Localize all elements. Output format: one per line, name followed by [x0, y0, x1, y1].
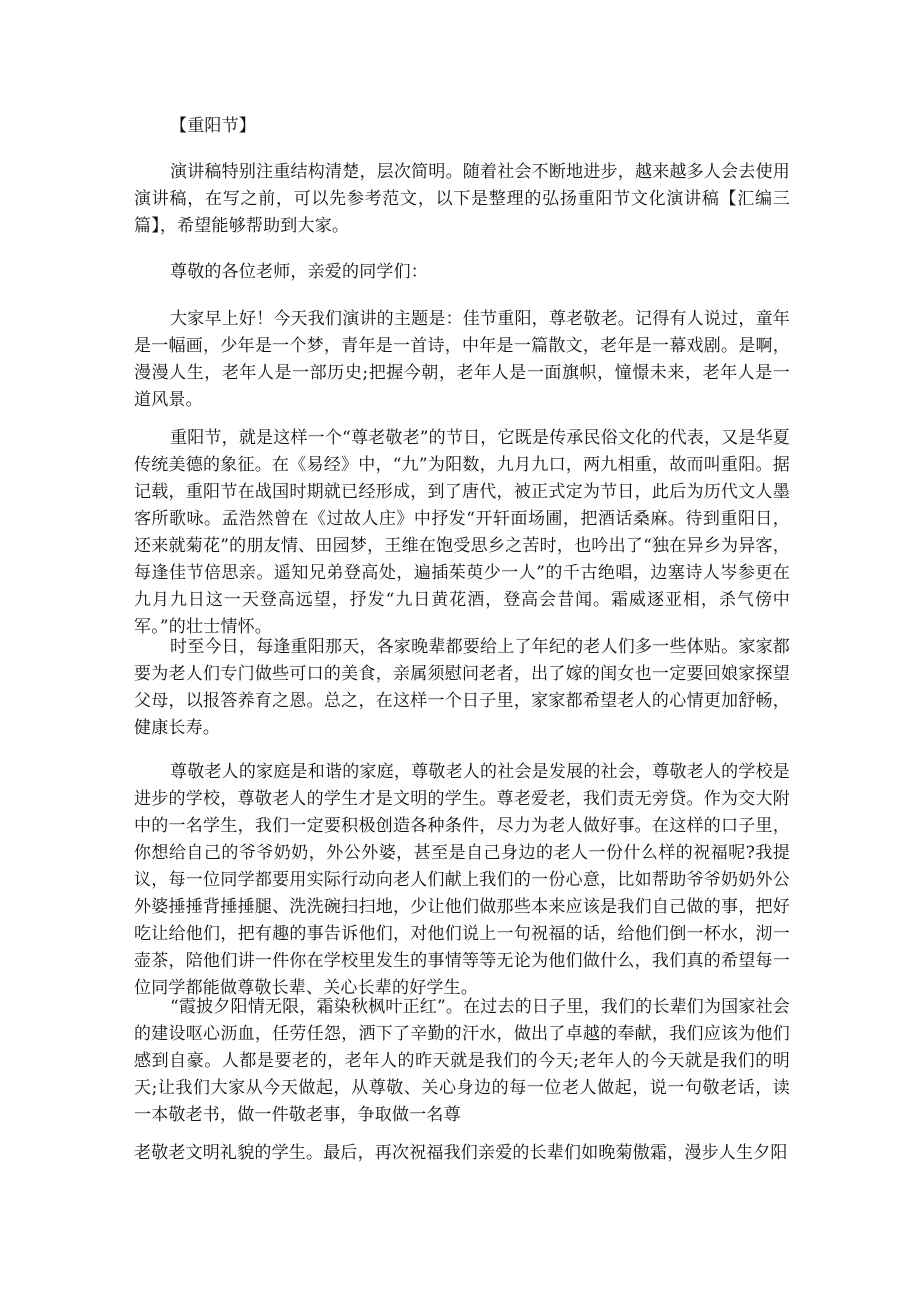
salutation-paragraph: 尊敬的各位老师，亲爱的同学们： [170, 262, 428, 282]
document-title: 【重阳节】 [170, 116, 256, 136]
closing-line: 老敬老文明礼貌的学生。最后，再次祝福我们亲爱的长辈们如晚菊傲霜，漫步人生夕阳 [134, 1143, 788, 1163]
respect-elders-paragraph: 尊敬老人的家庭是和谐的家庭，尊敬老人的社会是发展的社会，尊敬老人的学校是进步的学校，尊敬老人的学生才是文明的学生。尊老爱老，我们责无旁贷。作为交大附中的一名学生，我们一定要积极创造各种条件，尽力为老人做好事。在这样的口子里，你想给自己的爷爷奶奶，外公外婆，甚至是自己身边的老人一份什么样的祝福呢?我提议，每一位同学都要用实际行动向老人们献上我们的一份心意，比如帮助爷爷奶奶外公外婆捶捶背捶捶腿、洗洗碗扫扫地，少让他们做那些本来应该是我们自己做的事，把好吃让给他们，把有趣的事告诉他们，对他们说上一句祝福的话，给他们倒一杯水，沏一壶茶，陪他们讲一件你在学校里发生的事情等等无论为他们做什么，我们真的希望每一位同学都能做尊敬长辈、关心长辈的好学生。 [134, 762, 790, 998]
festival-history-paragraph: 重阳节，就是这样一个“尊老敬老”的节日，它既是传承民俗文化的代表，又是华夏传统美德的象征。在《易经》中，“九”为阳数，九月九口，两九相重，故而叫重阳。据记载，重阳节在战国时期就已经形成，到了唐代，被正式定为节日，此后为历代文人墨客所歌咏。孟浩然曾在《过故人庄》中抒发“开轩面场圃，把酒话桑麻。待到重阳日，还来就菊花”的朋友情、田园梦，王维在饱受思乡之苦时，也吟出了“独在异乡为异客，每逢佳节倍思亲。遥知兄弟登高处，遍插茱萸少一人”的千古绝唱，边塞诗人岑参更在九月九日这一天登高远望，抒发“九日黄花酒，登高会昔闻。霜威逐亚相，杀气傍中军。”的壮士情怀。 [134, 428, 790, 637]
opening-paragraph: 大家早上好！今天我们演讲的主题是：佳节重阳，尊老敬老。记得有人说过，童年是一幅画，少年是一个梦，青年是一首诗，中年是一篇散文，老年是一幕戏剧。是啊，漫漫人生，老年人是一部历史;把握今朝，老年人是一面旗帜，憧憬未来，老年人是一道风景。 [134, 309, 790, 410]
customs-paragraph: 时至今日，每逢重阳那天，各家晚辈都要给上了年纪的老人们多一些体贴。家家都要为老人们专门做些可口的美食，亲属须慰问老者，出了嫁的闺女也一定要回娘家探望父母，以报答养育之恩。总之，在这样一个日子里，家家都希望老人的心情更加舒畅，健康长寿。 [134, 637, 790, 738]
intro-paragraph: 演讲稿特别注重结构清楚，层次简明。随着社会不断地进步，越来越多人会去使用演讲稿，在写之前，可以先参考范文，以下是整理的弘扬重阳节文化演讲稿【汇编三篇】，希望能够帮助到大家。 [134, 162, 790, 236]
appeal-paragraph: “霞披夕阳情无限，霜染秋枫叶正红”。在过去的日子里，我们的长辈们为国家社会的建设呕心沥血，任劳任怨，洒下了辛勤的汗水，做出了卓越的奉献，我们应该为他们感到自豪。人都是要老的，老年人的昨天就是我们的今天;老年人的今天就是我们的明天;让我们大家从今天做起，从尊敬、关心身边的每一位老人做起，说一句敬老话，读一本敬老书，做一件敬老事，争取做一名尊 [134, 997, 790, 1125]
